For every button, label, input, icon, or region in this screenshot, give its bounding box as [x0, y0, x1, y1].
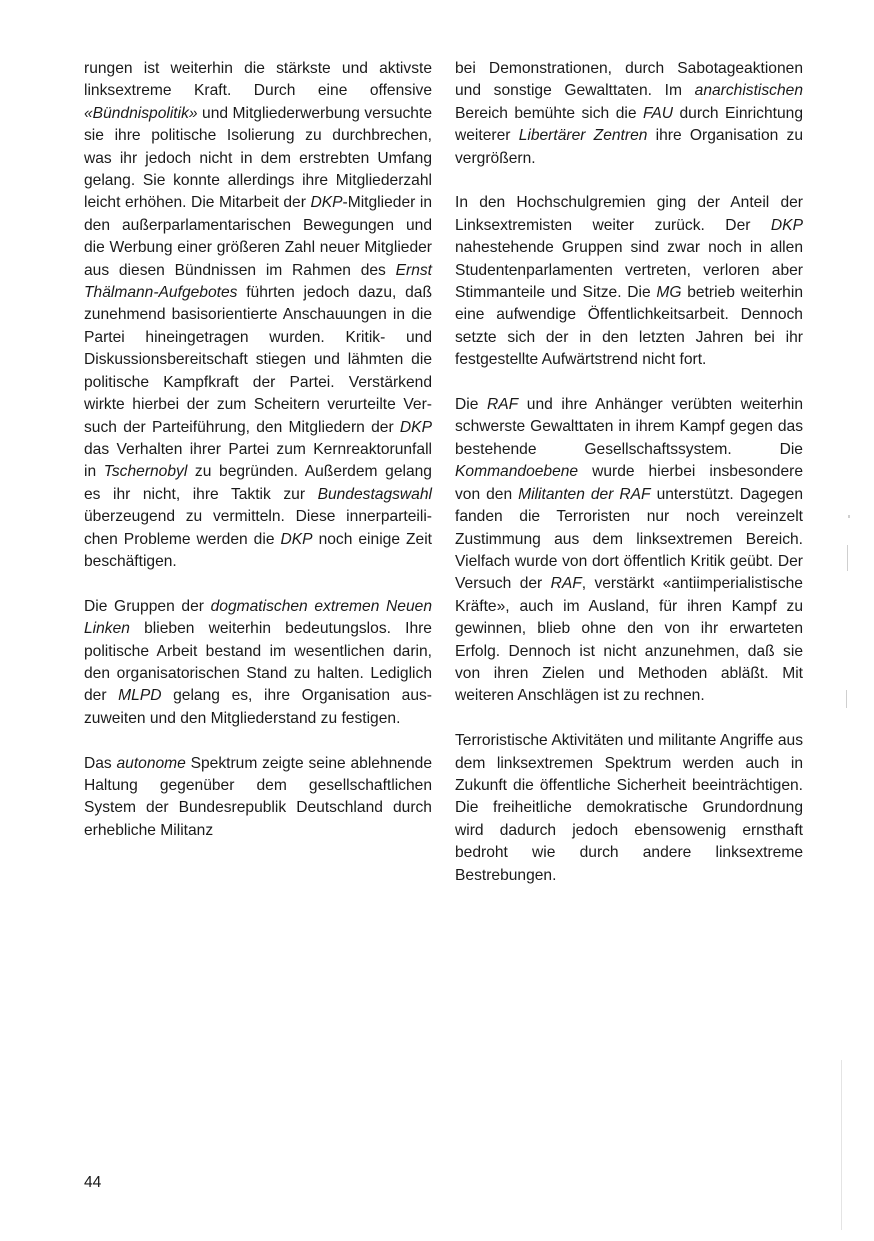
paragraph — [455, 58, 803, 170]
paragraph — [84, 58, 432, 573]
emphasized-text: FAU — [643, 104, 674, 122]
emphasized-text: DKP — [280, 530, 313, 548]
text-run: und ihre Anhänger verübten weiterhin schwerste Gewalttaten in ihrem Kampf gegen das bestehende Gesellschaftssystem. Die — [455, 396, 804, 458]
text-run: nahestehende Gruppen sind zwar noch in allen Studentenparlamenten vertreten, verloren aber Stimmanteile und Sitze. Die — [455, 239, 803, 302]
text-run: bei Demonstrationen, durch Sabotageaktionen und sonstige Gewalttaten. Im — [455, 60, 803, 100]
emphasized-text: MG — [656, 284, 682, 302]
text-run: noch einige Zeit beschäftigen. — [84, 530, 432, 570]
text-run: blieben weiterhin bedeutungslos. Ihre politische Arbeit bestand im wesentlichen darin, den organisatorischen Stand zu halten. Lediglich der — [84, 620, 432, 705]
text-run: überzeugend zu vermitteln. Diese innerparteilichen Probleme werden die — [84, 508, 432, 548]
text-run: wurde hierbei insbesondere von den — [455, 463, 803, 503]
emphasized-text: RAF — [487, 396, 519, 414]
scan-speck — [847, 545, 848, 571]
paragraph — [455, 730, 803, 887]
text-run: Bereich bemühte sich die — [455, 104, 643, 122]
text-run: Die Gruppen der — [84, 597, 211, 615]
text-run: gelang es, ihre Organisation auszuweiten und den Mitgliederstand zu festigen. — [84, 687, 432, 727]
emphasized-text: dogmatischen extremen Neuen Linken — [84, 597, 432, 638]
emphasized-text: RAF — [550, 575, 582, 593]
paragraph — [84, 596, 432, 730]
right-text-column — [455, 58, 803, 909]
text-run: , verstärkt «antiimperialistische Kräfte», auch im Ausland, für ihren Kampf zu gewinnen, blieb ohne den von ihr erwarteten Erfolg. Dennoch ist nicht anzunehmen, daß sie von ihren Zielen und Methoden abläßt. Mit weiteren Anschlägen ist zu rechnen. — [455, 575, 803, 705]
emphasized-text: Kommandoebene — [455, 463, 579, 481]
emphasized-text: Tschernobyl — [103, 463, 188, 481]
text-run: das Verhalten ihrer Partei zum Kernreaktorunfall in — [84, 440, 432, 481]
text-run: führten jedoch dazu, daß zunehmend basisorientierte Anschauungen in die Partei hineingetragen wurden. Kritik- und Diskussionsbereitschaft stiegen und lähmten die politische Kampfkraft der Partei. Verstärkend wirkte hierbei der zum Scheitern verurteilte Versuch der Parteiführung, den Mitgliedern der — [84, 284, 432, 436]
page-number: 44 — [84, 1174, 102, 1191]
emphasized-text: Libertärer Zentren — [518, 127, 648, 145]
text-run: Die — [455, 396, 487, 414]
paragraph — [455, 192, 803, 371]
text-run: betrieb weiterhin eine aufwendige Öffentlichkeitsarbeit. Dennoch setzte sich der in den letzten Jahren bei ihr festgestellte Aufwärtstrend nicht fort. — [455, 284, 803, 369]
text-run: zu begründen. Außerdem gelang es ihr nicht, ihre Taktik zur — [84, 463, 432, 503]
emphasized-text: anarchistischen — [694, 82, 803, 100]
scan-speck — [841, 1060, 842, 1230]
emphasized-text: autonome — [116, 754, 186, 772]
text-run: durch Einrichtung weiterer — [455, 104, 803, 145]
text-run: Spektrum zeigte seine ablehnende Haltung gegenüber dem gesellschaftlichen System der Bundesrepublik Deutschland durch erhebliche Militanz — [84, 754, 432, 839]
text-run: unterstützt. Dagegen fanden die Terroristen nur noch vereinzelt Zustimmung aus dem linksextremen Bereich. Vielfach wurde von dort öffentlich Kritik geübt. Der Versuch der — [455, 485, 803, 593]
paragraph — [455, 394, 803, 708]
emphasized-text: DKP — [399, 418, 432, 436]
emphasized-text: Militanten der RAF — [518, 485, 651, 503]
paragraph — [84, 753, 432, 843]
text-run: In den Hochschulgremien ging der Anteil der Linksextremisten weiter zurück. Der — [455, 194, 803, 234]
emphasized-text: Ernst Thälmann-Aufgebotes — [84, 261, 432, 302]
text-run: und Mitgliederwerbung versuchte sie ihre politische Isolierung zu durchbrechen, was ihr jedoch nicht in dem erstrebten Umfang gelang. Sie konnte allerdings ihre Mitgliederzahl leicht erhöhen. Die Mitarbeit der — [84, 104, 432, 212]
emphasized-text: DKP — [770, 216, 803, 234]
emphasized-text: «Bündnispolitik» — [84, 104, 198, 122]
text-run: -Mitglieder in den außerparlamentarischen Bewegungen und die Werbung einer größeren Zahl neuer Mitglieder aus diesen Bündnissen im Rahmen des — [84, 194, 432, 279]
scan-speck — [848, 515, 850, 518]
left-text-column — [84, 58, 432, 865]
emphasized-text: MLPD — [118, 687, 162, 705]
scan-speck — [846, 690, 847, 708]
emphasized-text: Bundestagswahl — [317, 485, 432, 503]
text-run: ihre Organisation zu vergrößern. — [455, 127, 804, 167]
text-run: Terroristische Aktivitäten und militante Angriffe aus dem linksextremen Spektrum werden auch in Zukunft die öffentliche Sicherheit beeinträchtigen. Die freiheitliche demokratische Grundordnung wird dadurch jedoch ebensowenig ernsthaft bedroht wie durch andere linksextreme Bestrebungen. — [455, 732, 803, 884]
text-run: rungen ist weiterhin die stärkste und aktivste linksextreme Kraft. Durch eine offensive — [84, 60, 432, 100]
text-run: Das — [84, 754, 117, 772]
emphasized-text: DKP — [310, 194, 343, 212]
